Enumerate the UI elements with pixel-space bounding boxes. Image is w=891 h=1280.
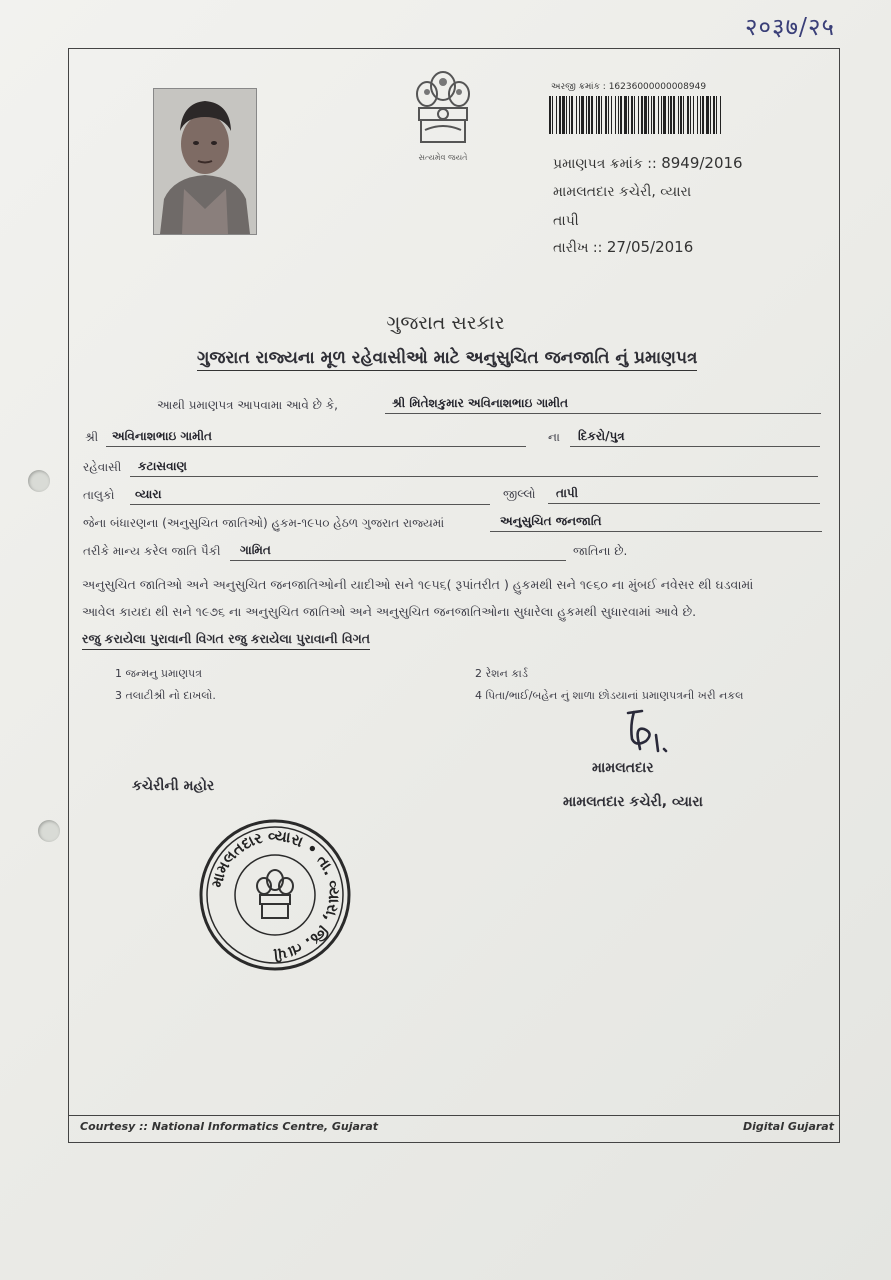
- barcode-bar: [559, 96, 561, 134]
- order-label: જેના બંધારણના (અનુસુચિત જાતિઓ) હુકમ-૧૯૫૦ હેઠળ ગુજરાત રાજ્યમાં: [83, 516, 445, 530]
- certificate-title: ગુજરાત રાજ્યના મૂળ રહેવાસીઓ માટે અનુસુચિત જનજાતિ નું પ્રમાણપત્ર: [197, 348, 697, 371]
- barcode-bar: [605, 96, 607, 134]
- issued-to-label: આથી પ્રમાણપત્ર આપવામા આવે છે કે,: [157, 398, 338, 412]
- footer-brand: Digital Gujarat: [743, 1120, 834, 1133]
- barcode: [549, 96, 721, 134]
- issued-to-name: શ્રી મિતેશકુમાર અવિનાશભાઇ ગામીત: [392, 396, 569, 410]
- caste-suffix: જાતિના છે.: [573, 544, 628, 558]
- barcode-bar: [556, 96, 557, 134]
- office-seal-stamp: [198, 818, 352, 972]
- barcode-bar: [566, 96, 567, 134]
- barcode-bar: [644, 96, 647, 134]
- resident-village: કટાસવાણ: [138, 459, 187, 473]
- barcode-bar: [710, 96, 711, 134]
- officer-designation: મામલતદાર: [592, 760, 654, 776]
- certificate-number: પ્રમાણપત્ર ક્રમાંક :: 8949/2016: [553, 154, 743, 172]
- document-item: 3 તલાટીશ્રી નો દાખલો.: [115, 689, 216, 702]
- handwritten-reference: २०३७/२५: [745, 13, 835, 41]
- footer-divider: [68, 1115, 840, 1116]
- barcode-bar: [706, 96, 709, 134]
- barcode-bar: [648, 96, 649, 134]
- issuing-district: તાપી: [553, 213, 579, 229]
- state-emblem-icon: [405, 64, 481, 164]
- barcode-bar: [549, 96, 551, 134]
- field-underline: [490, 531, 822, 532]
- relation-label: ના: [548, 430, 560, 444]
- taluka-label: તાલુકો: [83, 488, 115, 502]
- barcode-bar: [653, 96, 655, 134]
- field-underline: [570, 446, 820, 447]
- issue-date: તારીખ :: 27/05/2016: [553, 238, 694, 256]
- legal-paragraph-line: આવેલ કાયદા થી સને ૧૯૭૬ ના અનુસુચિત જાતિઓ અને અનુસુચિત જનજાતિઓના સુધારેલા હુકમથી સુધારવામાં આવે છે.: [82, 604, 697, 619]
- document-item: 2 રેશન કાર્ડ: [475, 667, 528, 680]
- barcode-bar: [683, 96, 684, 134]
- taluka-value: વ્યારા: [135, 487, 162, 501]
- field-underline: [130, 476, 818, 477]
- barcode-bar: [690, 96, 691, 134]
- category-value: અનુસુચિત જનજાતિ: [500, 514, 602, 528]
- barcode-bar: [713, 96, 715, 134]
- recognized-label: તરીકે માન્ય કરેલ જાતિ પૈકી: [83, 544, 221, 558]
- document-item: 4 પિતા/ભાઈ/બહેન નું શાળા છોડયાનાં પ્રમાણપત્રની ખરી નકલ: [475, 689, 744, 702]
- barcode-bar: [601, 96, 602, 134]
- barcode-bar: [576, 96, 577, 134]
- government-title: ગુજરાત સરકાર: [386, 312, 505, 334]
- office-seal-label: કચેરીની મહોર: [132, 778, 215, 794]
- footer-courtesy: Courtesy :: National Informatics Centre, Gujarat: [80, 1120, 379, 1133]
- barcode-bar: [615, 96, 616, 134]
- barcode-bar: [631, 96, 633, 134]
- barcode-bar: [638, 96, 639, 134]
- father-name: અવિનાશભાઇ ગામીત: [112, 429, 212, 443]
- punch-hole: [38, 820, 60, 842]
- officer-office: મામલતદાર કચેરી, વ્યારા: [563, 794, 703, 810]
- barcode-bar: [588, 96, 590, 134]
- field-underline: [548, 503, 820, 504]
- field-underline: [230, 560, 566, 561]
- barcode-bar: [663, 96, 666, 134]
- barcode-bar: [673, 96, 675, 134]
- barcode-bar: [720, 96, 721, 134]
- district-value: તાપી: [556, 486, 579, 500]
- barcode-bar: [618, 96, 619, 134]
- barcode-bar: [628, 96, 629, 134]
- documents-heading: રજુ કરાયેલા પુરાવાની વિગત રજુ કરાયેલા પુરાવાની વિગત: [82, 631, 370, 650]
- officer-signature: [620, 705, 672, 755]
- caste-value: ગામિત: [240, 543, 271, 557]
- barcode-bar: [608, 96, 609, 134]
- punch-hole: [28, 470, 50, 492]
- barcode-bar: [598, 96, 600, 134]
- application-number: અરજી ક્રમાંક : 16236000000008949: [551, 82, 707, 92]
- barcode-bar: [641, 96, 643, 134]
- barcode-bar: [702, 96, 704, 134]
- barcode-bar: [586, 96, 587, 134]
- barcode-bar: [716, 96, 717, 134]
- barcode-bar: [596, 96, 597, 134]
- barcode-bar: [687, 96, 689, 134]
- svg-text:મામલતદાર વ્યારા • તા. વ્યારા,: મામલતદાર વ્યારા • તા. વ્યારા, જિ. તાપી: [207, 826, 344, 964]
- barcode-bar: [658, 96, 659, 134]
- barcode-bar: [611, 96, 612, 134]
- barcode-bar: [620, 96, 622, 134]
- issuing-office: મામલતદાર કચેરી, વ્યારા: [553, 184, 692, 200]
- barcode-bar: [581, 96, 584, 134]
- barcode-bar: [668, 96, 669, 134]
- barcode-bar: [670, 96, 672, 134]
- barcode-bar: [569, 96, 570, 134]
- barcode-bar: [661, 96, 662, 134]
- legal-paragraph-line: અનુસુચિત જાતિઓ અને અનુસુચિત જનજાતિઓની યાદીઓ સને ૧૯૫૬( રૂપાંતરીત ) હુકમથી સને ૧૯૬૦ ના મુંબઈ નવેસર થી ઘડવામાં: [82, 577, 754, 592]
- field-underline: [106, 446, 526, 447]
- district-label: જીલ્લો: [503, 487, 536, 501]
- document-item: 1 જન્મનુ પ્રમાણપત્ર: [115, 667, 202, 680]
- barcode-bar: [678, 96, 679, 134]
- barcode-bar: [634, 96, 635, 134]
- barcode-bar: [651, 96, 652, 134]
- applicant-photo: [153, 88, 257, 235]
- barcode-bar: [697, 96, 698, 134]
- barcode-bar: [591, 96, 593, 134]
- barcode-bar: [579, 96, 580, 134]
- barcode-bar: [571, 96, 573, 134]
- father-prefix: શ્રી: [85, 430, 99, 444]
- barcode-bar: [562, 96, 565, 134]
- barcode-bar: [700, 96, 701, 134]
- relation-value: દિકરો/પુત્ર: [578, 429, 625, 443]
- field-underline: [385, 413, 821, 414]
- resident-label: રહેવાસી: [83, 460, 122, 474]
- barcode-bar: [680, 96, 682, 134]
- barcode-bar: [552, 96, 553, 134]
- field-underline: [130, 504, 490, 505]
- barcode-bar: [624, 96, 627, 134]
- barcode-bar: [693, 96, 694, 134]
- emblem-motto: સત્યમેવ જયતે: [418, 153, 468, 162]
